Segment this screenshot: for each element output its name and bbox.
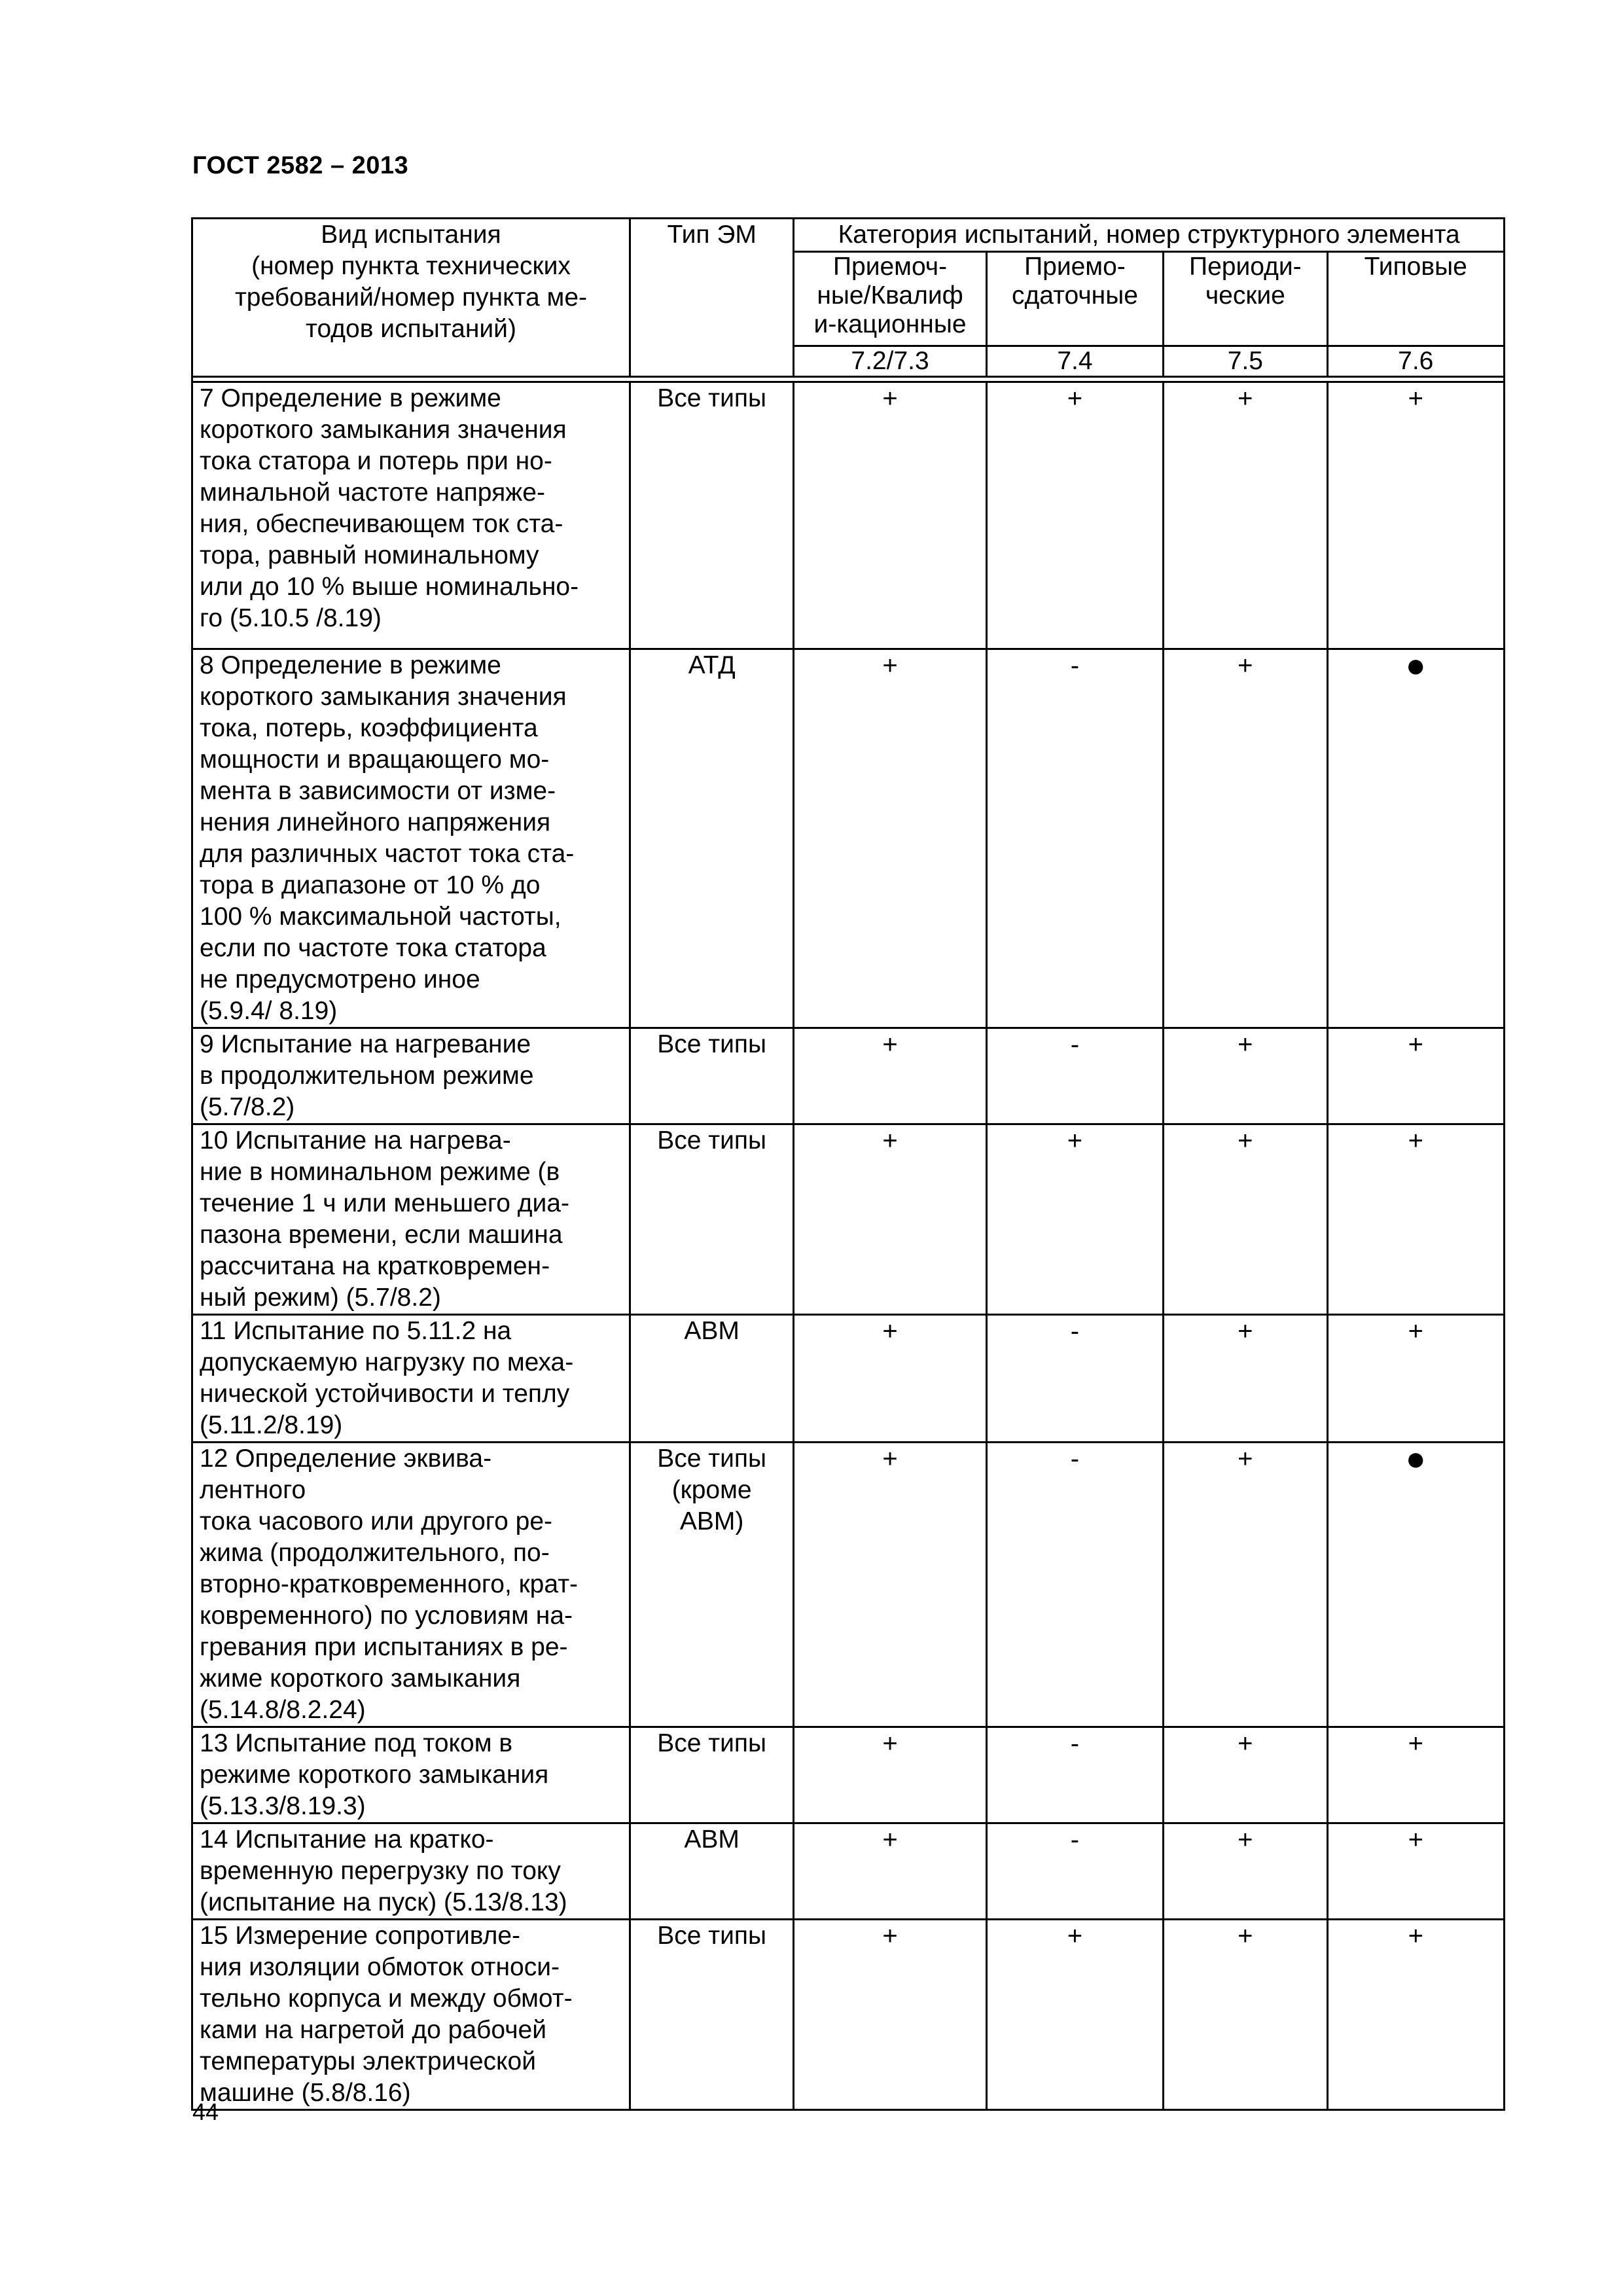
mark-cell: +: [1327, 382, 1504, 649]
mark-cell: +: [986, 1124, 1163, 1315]
table-row: [192, 649, 1505, 1028]
text-line: 100 % максимальной частоты,: [200, 903, 562, 931]
text-line: (испытание на пуск) (5.13/8.13): [200, 1888, 567, 1916]
text-line: (5.13.3/8.19.3): [200, 1792, 366, 1820]
text-line: тельно корпуса и между обмот-: [200, 1984, 573, 2013]
mark-cell: +: [1164, 649, 1327, 1028]
text-line: 10 Испытание на нагрева-: [200, 1126, 511, 1155]
mark-cell: +: [1327, 1028, 1504, 1124]
mark-cell: +: [794, 1727, 986, 1823]
table-header: [192, 219, 1505, 377]
test-categories-table: [191, 217, 1505, 2111]
text-line: ния, обеспечивающем ток ста-: [200, 510, 563, 538]
table-row: [192, 1823, 1505, 1920]
test-description: [192, 1823, 630, 1920]
text-line: (5.9.4/ 8.19): [200, 997, 338, 1025]
text-line: тока часового или другого ре-: [200, 1507, 553, 1535]
mark-cell: +: [1164, 1315, 1327, 1443]
text-line: го (5.10.5 /8.19): [200, 604, 382, 632]
category-group-header: Категория испытаний, номер структурного элемента: [794, 219, 1505, 252]
header-line: Типовые: [1364, 253, 1467, 281]
machine-type: [630, 1315, 793, 1443]
text-line: жиме короткого замыкания: [200, 1664, 521, 1693]
text-line: Все типы: [657, 1030, 767, 1058]
text-line: временную перегрузку по току: [200, 1857, 561, 1885]
mark-cell: +: [794, 1028, 986, 1124]
table-row: [192, 1443, 1505, 1727]
text-line: 11 Испытание по 5.11.2 на: [200, 1317, 512, 1345]
text-line: АТД: [688, 651, 736, 679]
text-line: Все типы: [657, 1729, 767, 1757]
mark-cell: +: [1327, 1823, 1504, 1920]
machine-type: [630, 1823, 793, 1920]
text-line: 7 Определение в режиме: [200, 384, 501, 412]
text-line: Все типы: [657, 1444, 767, 1473]
machine-type: [630, 1443, 793, 1727]
header-line: Периоди-: [1189, 253, 1302, 281]
text-line: короткого замыкания значения: [200, 683, 567, 711]
text-line: машине (5.8/8.16): [200, 2079, 411, 2107]
text-line: 12 Определение эквива-: [200, 1444, 492, 1473]
text-line: Все типы: [657, 384, 767, 412]
text-line: 13 Испытание под током в: [200, 1729, 513, 1757]
header-separator: [192, 377, 1505, 382]
mark-cell: -: [986, 1315, 1163, 1443]
mark-cell: +: [794, 649, 986, 1028]
text-line: допускаемую нагрузку по меха-: [200, 1348, 574, 1376]
header-line: ческие: [1205, 281, 1285, 310]
machine-type: [630, 382, 793, 649]
machine-type: [630, 1028, 793, 1124]
mark-cell: +: [1164, 1028, 1327, 1124]
text-line: Все типы: [657, 1922, 767, 1950]
text-line: 8 Определение в режиме: [200, 651, 501, 679]
test-description: [192, 1124, 630, 1315]
header-line: Приемоч-: [832, 253, 948, 281]
text-line: мента в зависимости от изме-: [200, 777, 556, 805]
category-header-delivery: [986, 252, 1163, 346]
category-number: 7.4: [986, 346, 1163, 377]
header-line: и-кационные: [813, 310, 967, 338]
header-line: Вид испытания: [321, 221, 501, 249]
text-line: режиме короткого замыкания: [200, 1761, 549, 1789]
column-header-test: [192, 219, 630, 377]
mark-cell: +: [794, 1920, 986, 2110]
text-line: ками на нагретой до рабочей: [200, 2016, 547, 2044]
category-header-acceptance: [794, 252, 986, 346]
text-line: тора в диапазоне от 10 % до: [200, 871, 541, 899]
mark-cell: +: [1327, 1727, 1504, 1823]
mark-cell: ●: [1327, 649, 1504, 1028]
mark-cell: +: [1327, 1124, 1504, 1315]
document-header: ГОСТ 2582 – 2013: [192, 152, 409, 179]
text-line: или до 10 % выше номинально-: [200, 573, 579, 601]
text-line: тока, потерь, коэффициента: [200, 714, 538, 742]
test-description: [192, 1920, 630, 2110]
table-row: [192, 1920, 1505, 2110]
text-line: (5.14.8/8.2.24): [200, 1696, 366, 1724]
category-number: 7.5: [1164, 346, 1327, 377]
text-line: 15 Измерение сопротивле-: [200, 1922, 521, 1950]
test-description: [192, 649, 630, 1028]
test-description: [192, 1028, 630, 1124]
mark-cell: -: [986, 1823, 1163, 1920]
text-line: минальной частоте напряже-: [200, 478, 545, 507]
mark-cell: +: [1164, 1823, 1327, 1920]
text-line: 9 Испытание на нагревание: [200, 1030, 531, 1058]
text-line: мощности и вращающего мо-: [200, 745, 550, 774]
table-row: [192, 1727, 1505, 1823]
mark-cell: ●: [1327, 1443, 1504, 1727]
text-line: нения линейного напряжения: [200, 808, 551, 836]
category-header-type-tests: [1327, 252, 1504, 346]
test-description: [192, 382, 630, 649]
text-line: в продолжительном режиме: [200, 1062, 534, 1090]
text-line: АВМ): [679, 1507, 744, 1535]
text-line: не предусмотрено иное: [200, 965, 480, 994]
header-line: ные/Квалиф: [817, 281, 963, 310]
category-number: 7.2/7.3: [794, 346, 986, 377]
mark-cell: +: [986, 1920, 1163, 2110]
text-line: (5.11.2/8.19): [200, 1411, 343, 1439]
mark-cell: +: [1164, 1124, 1327, 1315]
text-line: если по частоте тока статора: [200, 934, 546, 962]
mark-cell: -: [986, 1028, 1163, 1124]
text-line: течение 1 ч или меньшего диа-: [200, 1189, 569, 1217]
text-line: жима (продолжительного, по-: [200, 1539, 550, 1567]
text-line: 14 Испытание на кратко-: [200, 1825, 494, 1854]
mark-cell: +: [794, 1823, 986, 1920]
test-description: [192, 1315, 630, 1443]
test-description: [192, 1727, 630, 1823]
mark-cell: +: [1327, 1315, 1504, 1443]
text-line: (кроме: [671, 1476, 752, 1504]
text-line: рассчитана на кратковремен-: [200, 1252, 550, 1280]
test-description: [192, 1443, 630, 1727]
machine-type: [630, 649, 793, 1028]
table-row: [192, 382, 1505, 649]
mark-cell: +: [1327, 1920, 1504, 2110]
text-line: температуры электрической: [200, 2047, 536, 2075]
text-line: ковременного) по условиям на-: [200, 1602, 573, 1630]
page-number: 44: [192, 2098, 219, 2125]
header-line: (номер пункта технических: [251, 252, 571, 280]
table-row: [192, 1124, 1505, 1315]
text-line: короткого замыкания значения: [200, 416, 567, 444]
mark-cell: +: [794, 1443, 986, 1727]
mark-cell: -: [986, 1443, 1163, 1727]
text-line: вторно-кратковременного, крат-: [200, 1570, 579, 1598]
mark-cell: +: [794, 382, 986, 649]
table-body: [192, 377, 1505, 2110]
header-line: сдаточные: [1011, 281, 1138, 310]
machine-type: [630, 1920, 793, 2110]
mark-cell: +: [1164, 1443, 1327, 1727]
header-line: Приемо-: [1024, 253, 1126, 281]
mark-cell: +: [1164, 1727, 1327, 1823]
text-line: Все типы: [657, 1126, 767, 1155]
table-row: [192, 1315, 1505, 1443]
text-line: (5.7/8.2): [200, 1093, 295, 1121]
text-line: пазона времени, если машина: [200, 1221, 563, 1249]
mark-cell: -: [986, 649, 1163, 1028]
text-line: лентного: [200, 1476, 306, 1504]
text-line: тора, равный номинальному: [200, 541, 539, 569]
text-line: тока статора и потерь при но-: [200, 447, 552, 475]
mark-cell: +: [1164, 382, 1327, 649]
mark-cell: +: [986, 382, 1163, 649]
machine-type: [630, 1124, 793, 1315]
category-header-periodic: [1164, 252, 1327, 346]
mark-cell: +: [794, 1124, 986, 1315]
text-line: для различных частот тока ста-: [200, 840, 575, 868]
text-line: АВМ: [684, 1825, 740, 1854]
header-line: тодов испытаний): [306, 315, 516, 343]
text-line: нической устойчивости и теплу: [200, 1380, 570, 1408]
text-line: ние в номинальном режиме (в: [200, 1158, 560, 1186]
mark-cell: -: [986, 1727, 1163, 1823]
column-header-type: Тип ЭМ: [630, 219, 793, 377]
text-line: гревания при испытаниях в ре-: [200, 1633, 568, 1661]
machine-type: [630, 1727, 793, 1823]
text-line: ния изоляции обмоток относи-: [200, 1953, 560, 1981]
text-line: ный режим) (5.7/8.2): [200, 1283, 441, 1312]
mark-cell: +: [1164, 1920, 1327, 2110]
header-line: требований/номер пункта ме-: [234, 283, 588, 312]
table-row: [192, 1028, 1505, 1124]
mark-cell: +: [794, 1315, 986, 1443]
category-number: 7.6: [1327, 346, 1504, 377]
text-line: АВМ: [684, 1317, 740, 1345]
